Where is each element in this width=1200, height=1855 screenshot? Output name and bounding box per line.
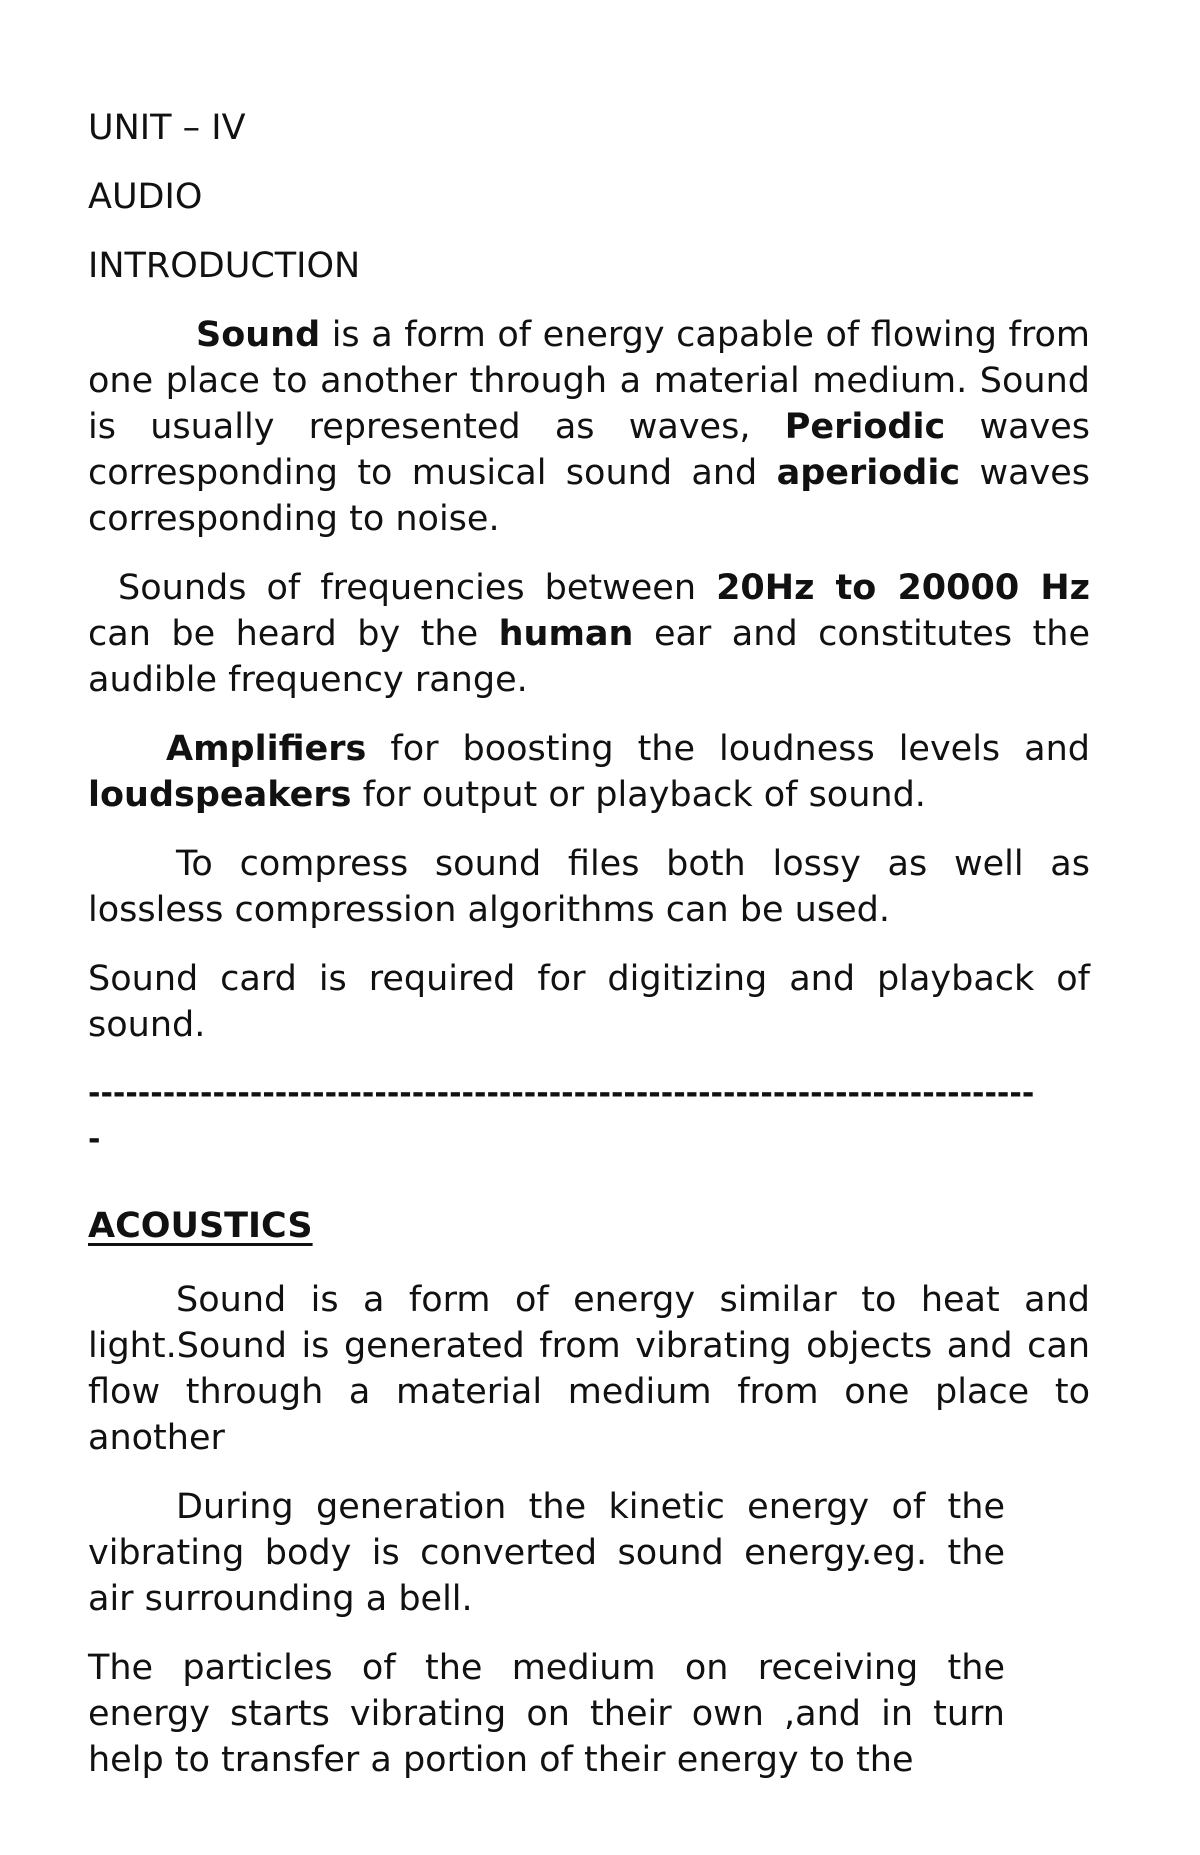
- intro-paragraph-5: Sound card is required for digitizing and playback of sound.: [88, 959, 1090, 1045]
- term-amplifiers: Amplifiers: [166, 729, 367, 769]
- acoustics-paragraph-1: Sound is a form of energy similar to heat and light.Sound is generated from vibrating objects and can flow through a material medium from one place to another: [88, 1280, 1090, 1458]
- acoustics-paragraph-3: The particles of the medium on receiving the energy starts vibrating on their own ,and in turn help to transfer a portion of their energy to the: [88, 1648, 1005, 1780]
- term-frequency-range: 20Hz to 20000 Hz: [716, 568, 1090, 608]
- audio-heading: AUDIO: [88, 177, 203, 217]
- intro-paragraph-3: Amplifiers for boosting the loudness levels and loudspeakers for output or playback of sound.: [88, 729, 1090, 815]
- unit-heading: UNIT – IV: [88, 108, 246, 148]
- term-loudspeakers: loudspeakers: [88, 775, 352, 815]
- term-sound: Sound: [196, 315, 321, 355]
- term-periodic: Periodic: [784, 407, 946, 447]
- separator-line: ----------------------------------------------------------------------------: [88, 1076, 1035, 1111]
- document-page: [88, 105, 1090, 1783]
- introduction-heading: INTRODUCTION: [88, 246, 361, 286]
- term-aperiodic: aperiodic: [776, 453, 961, 493]
- intro-paragraph-4: To compress sound files both lossy as well as lossless compression algorithms can be used.: [88, 844, 1090, 930]
- term-human: human: [498, 614, 634, 654]
- acoustics-paragraph-2: During generation the kinetic energy of the vibrating body is converted sound energy.eg. the air surrounding a bell.: [88, 1487, 1005, 1619]
- intro-paragraph-1: Sound is a form of energy capable of flowing from one place to another through a material medium. Sound is usually represented as waves, Periodic waves corresponding to musical sound and aperiodic waves corresponding to noise.: [88, 315, 1090, 539]
- separator-tail: -: [88, 1122, 101, 1157]
- intro-paragraph-2: Sounds of frequencies between 20Hz to 20000 Hz can be heard by the human ear and constitutes the audible frequency range.: [88, 568, 1090, 700]
- acoustics-heading: ACOUSTICS: [88, 1206, 313, 1246]
